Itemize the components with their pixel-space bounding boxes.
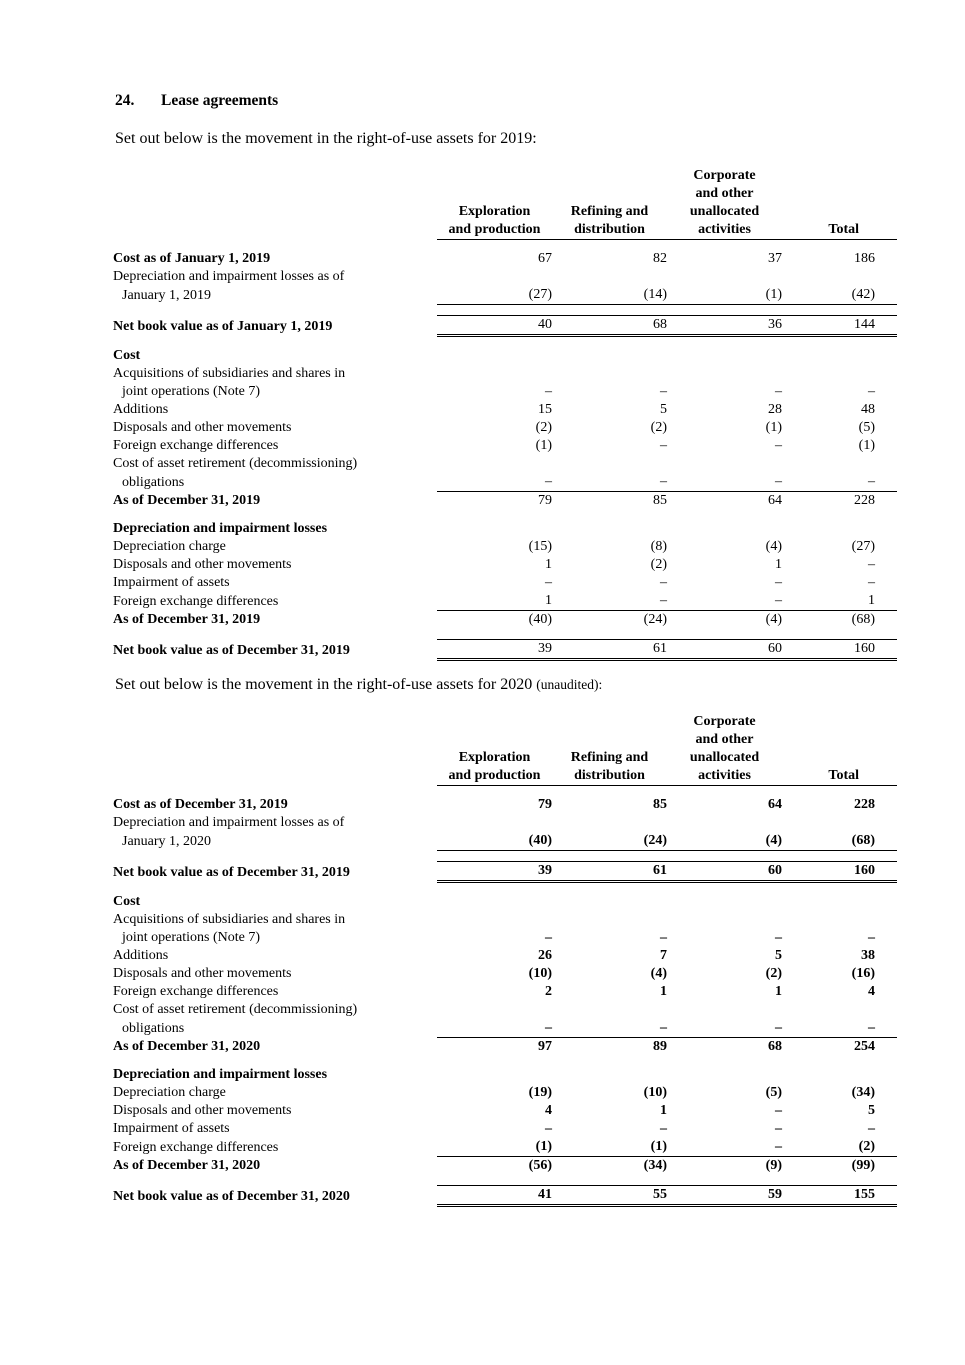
table-row [113,911,897,929]
row-label: As of December 31, 2019 [113,612,261,627]
table-row [113,316,897,336]
cell: – [868,557,875,572]
cell: – [667,1138,782,1157]
row-label: Depreciation and impairment losses as of [113,269,345,284]
cell: – [775,1121,782,1136]
cell: – [545,384,552,399]
cell: (2) [535,420,552,435]
row-label: Cost of asset retirement (decommissioning) [113,1002,358,1017]
cell: – [775,384,782,399]
cell: 67 [538,251,552,266]
row-label: Depreciation charge [113,539,226,554]
table-row [113,437,897,455]
cell: 7 [660,948,667,963]
section-label: Cost [113,348,141,363]
cell: (9) [667,1157,782,1176]
table-row [113,365,897,383]
cell: 1 [775,984,782,999]
cell: (2) [765,966,782,981]
intro-2019 [115,130,537,148]
table-row [113,1186,897,1206]
cell: 39 [437,640,552,660]
cell: 60 [667,640,782,660]
row-label: Impairment of assets [113,575,230,590]
table-row [113,1038,897,1057]
cell: (4) [667,832,782,851]
cell: – [868,384,875,399]
cell: 68 [667,1038,782,1057]
table-row [113,929,897,947]
table-row [113,492,897,511]
cell: (2) [650,420,667,435]
row-label: obligations [122,474,185,490]
row-label: joint operations (Note 7) [122,384,261,399]
cell: (1) [858,438,875,453]
cell: (16) [851,966,875,981]
row-label: January 1, 2020 [122,833,212,849]
row-label: joint operations (Note 7) [122,930,261,945]
table-row [113,832,897,851]
cell: 254 [782,1038,897,1057]
row-label: Cost as of January 1, 2019 [113,251,271,266]
row-label: Cost of asset retirement (decommissioning) [113,456,358,471]
cell: – [667,1019,782,1038]
cell: (2) [650,557,667,572]
cell: – [552,592,667,611]
cell: – [868,575,875,590]
col-header-exploration: Exploration and production [437,713,552,786]
row-label: Additions [113,948,169,963]
table-row [113,862,897,882]
section-heading [115,92,278,110]
row-label: Disposals and other movements [113,420,292,435]
table-row [113,1084,897,1102]
cell: 2 [545,984,552,999]
row-label: Depreciation and impairment losses as of [113,815,345,830]
table-row [113,983,897,1001]
cell: (8) [650,539,667,554]
cell: (15) [528,539,552,554]
intro-text: Set out below is the movement in the right-of-use assets for 2019: [115,130,537,147]
table-row [113,455,897,473]
cell: – [552,473,667,492]
cell: 60 [667,862,782,882]
cell: 228 [782,492,897,511]
cell: – [667,592,782,611]
cell: 186 [854,251,875,266]
col-header-total: Total [782,167,897,240]
cell: (1) [765,420,782,435]
cell: 15 [538,402,552,417]
cell: 82 [653,251,667,266]
cell: (10) [643,1085,667,1100]
cell: 155 [782,1186,897,1206]
cell: 37 [768,251,782,266]
cell: (34) [552,1157,667,1176]
cell: – [552,1019,667,1038]
table-row [113,893,897,911]
table-row [113,796,897,814]
cell: (27) [437,286,552,305]
row-label: Net book value as of December 31, 2020 [113,1188,350,1204]
cell: – [660,575,667,590]
row-label: Net book value as of December 31, 2019 [113,864,350,880]
row-label: Disposals and other movements [113,1103,292,1118]
table-row [113,268,897,286]
cell: 5 [775,948,782,963]
table-row [113,383,897,401]
cell: 64 [768,797,782,812]
cell: 68 [552,316,667,336]
cell: 40 [437,316,552,336]
row-label: Foreign exchange differences [113,438,279,453]
table-row [113,1019,897,1038]
cell: – [782,1019,897,1038]
table-row [113,1157,897,1176]
table-row [113,611,897,630]
cell: – [660,930,667,945]
cell: 1 [775,557,782,572]
section-label: Depreciation and impairment losses [113,1067,328,1082]
cell: (40) [437,611,552,630]
cell: (24) [552,832,667,851]
cell: – [775,438,782,453]
cell: (1) [535,438,552,453]
row-label: Foreign exchange differences [113,593,279,609]
cell: – [660,438,667,453]
cell: – [660,1121,667,1136]
cell: – [545,930,552,945]
cell: – [545,575,552,590]
cell: 79 [437,492,552,511]
cell: (1) [437,1138,552,1157]
table-row [113,574,897,592]
cell: 26 [538,948,552,963]
cell: 228 [854,797,875,812]
intro-suffix: (unaudited): [536,677,603,692]
cell: (27) [851,539,875,554]
cell: 5 [660,402,667,417]
cell: 5 [868,1103,875,1118]
cell: 85 [552,492,667,511]
table-row [113,250,897,268]
cell: (34) [851,1085,875,1100]
cell: (4) [650,966,667,981]
row-label: As of December 31, 2020 [113,1039,261,1054]
section-label: Cost [113,894,141,909]
cell: 160 [782,862,897,882]
cell: 89 [552,1038,667,1057]
cell: – [775,930,782,945]
cell: 61 [552,862,667,882]
table-2020 [113,713,897,1207]
section-number: 24. [115,92,135,109]
cell: 97 [437,1038,552,1057]
cell: – [437,473,552,492]
intro-text: Set out below is the movement in the right-of-use assets for 2020 [115,676,533,693]
cell: 59 [667,1186,782,1206]
cell: – [775,1103,782,1118]
table-row [113,1001,897,1019]
cell: – [782,473,897,492]
cell: 36 [667,316,782,336]
cell: (68) [782,832,897,851]
cell: (4) [765,539,782,554]
cell: (40) [437,832,552,851]
cell: – [437,1019,552,1038]
row-label: Foreign exchange differences [113,1139,279,1155]
row-label: Foreign exchange differences [113,984,279,999]
cell: (4) [667,611,782,630]
table-row [113,965,897,983]
cell: (24) [552,611,667,630]
cell: (1) [552,1138,667,1157]
cell: 85 [653,797,667,812]
cell: (5) [858,420,875,435]
row-label: As of December 31, 2019 [113,493,261,508]
table-row [113,538,897,556]
section-title: Lease agreements [161,92,279,109]
row-label: As of December 31, 2020 [113,1158,261,1173]
table-row [113,814,897,832]
cell: 64 [667,492,782,511]
row-label: Acquisitions of subsidiaries and shares in [113,912,346,927]
col-header-refining: Refining and distribution [552,713,667,786]
row-label: Net book value as of December 31, 2019 [113,642,350,658]
row-label: Depreciation charge [113,1085,226,1100]
cell: – [667,473,782,492]
cell: 39 [437,862,552,882]
cell: (68) [782,611,897,630]
cell: 144 [782,316,897,336]
table-row [113,592,897,611]
cell: 38 [861,948,875,963]
table-row [113,401,897,419]
cell: 160 [782,640,897,660]
cell: 48 [861,402,875,417]
table-row [113,1120,897,1138]
table-row [113,1102,897,1120]
table-row [113,640,897,660]
row-label: January 1, 2019 [122,287,212,303]
cell: (1) [667,286,782,305]
cell: 4 [545,1103,552,1118]
cell: 1 [545,557,552,572]
cell: 28 [768,402,782,417]
table-2019 [113,167,897,661]
row-label: Acquisitions of subsidiaries and shares in [113,366,346,381]
cell: 1 [660,1103,667,1118]
col-header-corporate: Corporate and other unallocated activities [667,713,782,786]
cell: 1 [782,592,897,611]
cell: – [868,1121,875,1136]
cell: 55 [552,1186,667,1206]
row-label: Impairment of assets [113,1121,230,1136]
table-row [113,286,897,305]
cell: 1 [660,984,667,999]
row-label: Additions [113,402,169,417]
row-label: Disposals and other movements [113,557,292,572]
cell: (99) [782,1157,897,1176]
col-header-corporate: Corporate and other unallocated activities [667,167,782,240]
cell: 1 [437,592,552,611]
cell: – [868,930,875,945]
cell: (42) [782,286,897,305]
cell: 79 [538,797,552,812]
row-label: Cost as of December 31, 2019 [113,797,288,812]
row-label: obligations [122,1020,185,1036]
section-label: Depreciation and impairment losses [113,521,328,536]
cell: (14) [552,286,667,305]
cell: – [775,575,782,590]
col-header-refining: Refining and distribution [552,167,667,240]
cell: 61 [552,640,667,660]
col-header-total: Total [782,713,897,786]
row-label: Net book value as of January 1, 2019 [113,318,333,334]
table-row [113,1138,897,1157]
table-row [113,947,897,965]
cell: (5) [765,1085,782,1100]
cell: – [660,384,667,399]
cell: (10) [528,966,552,981]
cell: 4 [868,984,875,999]
col-header-exploration: Exploration and production [437,167,552,240]
row-label: Disposals and other movements [113,966,292,981]
table-row [113,556,897,574]
cell: (19) [528,1085,552,1100]
table-row [113,347,897,365]
intro-2020 [115,676,602,694]
table-row [113,520,897,538]
table-row [113,1066,897,1084]
cell: (2) [782,1138,897,1157]
table-row [113,419,897,437]
cell: 41 [437,1186,552,1206]
cell: (56) [437,1157,552,1176]
cell: – [545,1121,552,1136]
table-row [113,473,897,492]
